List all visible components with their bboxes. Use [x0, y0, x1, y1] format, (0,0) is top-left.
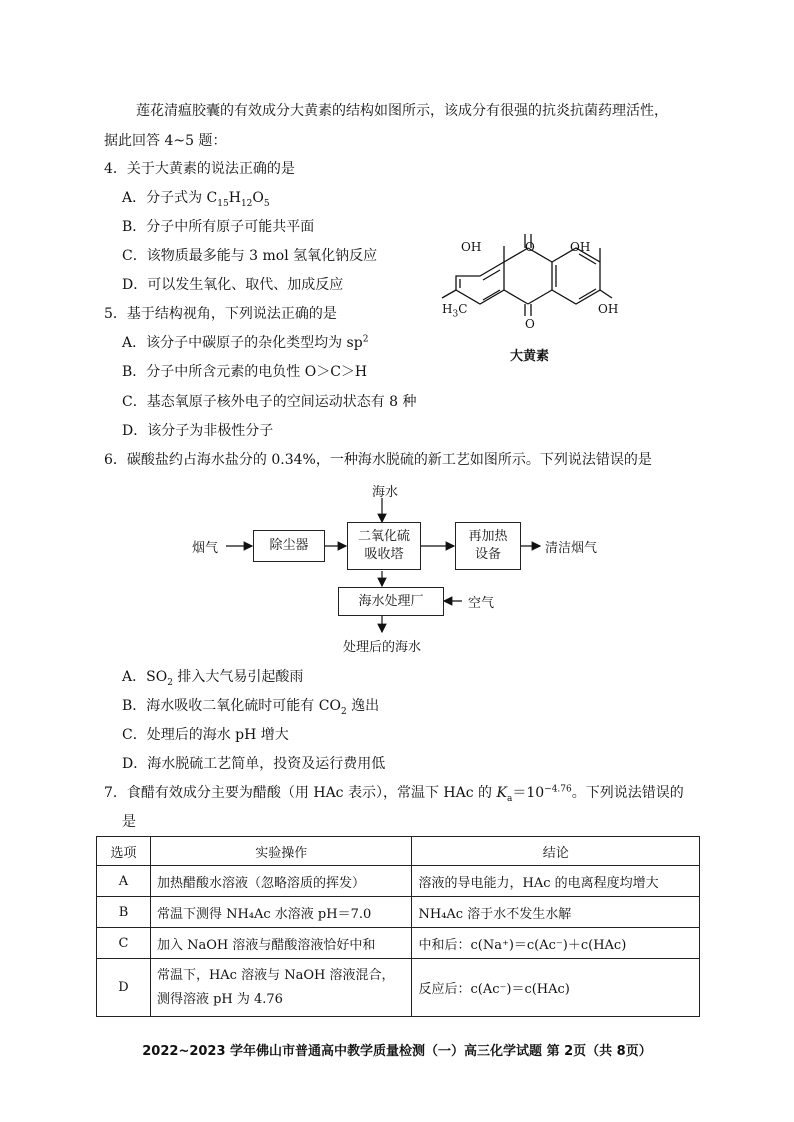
table-cell-operation: 加入 NaOH 溶液与醋酸溶液恰好中和	[150, 928, 412, 959]
q4-option-c: C．该物质最多能与 3 mol 氢氧化钠反应	[122, 248, 378, 264]
q6-option-c: C．处理后的海水 pH 增大	[122, 727, 289, 743]
table-cell-conclusion: 反应后：c(Ac⁻)＝c(HAc)	[412, 959, 700, 1017]
methyl-label: $H_3C$	[442, 302, 468, 320]
q5-option-c: C．基态氧原子核外电子的空间运动状态有 8 种	[122, 394, 417, 410]
flow-seawater-input: 海水	[372, 485, 399, 500]
q6-stem: 6．碳酸盐约占海水盐分的 0.34%，一种海水脱硫的新工艺如图所示。下列说法错误的是	[104, 452, 652, 468]
o-label: O	[525, 240, 535, 254]
q7-table	[96, 836, 700, 1017]
table-cell-option: C	[97, 928, 151, 959]
table-cell-option: B	[97, 897, 151, 928]
table-header: 选项	[97, 837, 151, 866]
q5-option-b: B．分子中所含元素的电负性 O＞C＞H	[122, 364, 368, 380]
table-row	[97, 866, 700, 897]
q6-option-b: B．海水吸收二氧化硫时可能有 $CO_2$ 逸出	[122, 698, 380, 717]
q5-stem: 5．基于结构视角，下列说法正确的是	[104, 306, 337, 322]
table-row	[97, 928, 700, 959]
table-row	[97, 959, 700, 1017]
flow-reheat-equipment: 再加热 设备	[455, 522, 521, 570]
q6-option-d: D．海水脱硫工艺简单，投资及运行费用低	[122, 756, 386, 772]
page-footer: 2022~2023 学年佛山市普通高中教学质量检测（一）高三化学试题 第 2页（共 8页）	[142, 1044, 652, 1059]
intro-line-1: 莲花清瘟胶囊的有效成分大黄素的结构如图所示，该成分有很强的抗炎抗菌药理活性，	[136, 103, 668, 119]
flow-seawater-treatment-plant: 海水处理厂	[338, 587, 444, 616]
table-cell-option: D	[97, 959, 151, 1017]
table-cell-option: A	[97, 866, 151, 897]
oh-label: OH	[598, 302, 619, 316]
table-cell-conclusion: 中和后：c(Na⁺)＝c(Ac⁻)＋c(HAc)	[412, 928, 700, 959]
q7-stem: 7．食醋有效成分主要为醋酸（用 HAc 表示），常温下 HAc 的 $K_a=10^{-4.76}$。下列说法错误的	[104, 784, 684, 804]
table-cell-operation	[150, 959, 412, 1017]
o-label: O	[525, 317, 535, 331]
table-header: 实验操作	[150, 837, 412, 866]
operation-line: 测得溶液 pH 为 4.76	[156, 991, 283, 1007]
table-header-row	[97, 837, 700, 866]
flow-dust-collector: 除尘器	[253, 530, 325, 562]
table-cell-operation: 常温下测得 NH₄Ac 水溶液 pH＝7.0	[150, 897, 412, 928]
q5-option-d: D．该分子为非极性分子	[122, 423, 274, 439]
flow-flue-gas: 烟气	[192, 541, 219, 556]
table-row	[97, 897, 700, 928]
table-header: 结论	[412, 837, 700, 866]
q4-option-b: B．分子中所有原子可能共平面	[122, 219, 315, 235]
oh-label: OH	[461, 240, 482, 254]
flow-treated-seawater: 处理后的海水	[343, 640, 422, 655]
table-cell-conclusion: NH₄Ac 溶于水不发生水解	[412, 897, 700, 928]
intro-line-2: 据此回答 4~5 题：	[104, 133, 227, 149]
table-cell-operation: 加热醋酸水溶液（忽略溶质的挥发）	[150, 866, 412, 897]
table-cell-conclusion: 溶液的导电能力，HAc 的电离程度均增大	[412, 866, 700, 897]
q4-option-d: D．可以发生氧化、取代、加成反应	[122, 277, 344, 293]
flow-clean-flue-gas: 清洁烟气	[545, 541, 598, 556]
q7-stem-line-2: 是	[122, 814, 136, 830]
flow-so2-absorption-tower: 二氧化硫 吸收塔	[347, 522, 421, 570]
q4-option-a: A．分子式为 $C_{15}H_{12}O_5$	[122, 190, 270, 209]
structure-caption: 大黄素	[510, 349, 550, 364]
flow-air: 空气	[468, 596, 495, 611]
q4-stem: 4．关于大黄素的说法正确的是	[104, 161, 295, 177]
operation-line: 常温下，HAc 溶液与 NaOH 溶液混合，	[156, 967, 395, 983]
q6-option-a: A．$SO_2$ 排入大气易引起酸雨	[122, 669, 304, 688]
oh-label: OH	[570, 240, 591, 254]
q5-option-a: A．该分子中碳原子的杂化类型均为 $sp^2$	[122, 334, 369, 351]
